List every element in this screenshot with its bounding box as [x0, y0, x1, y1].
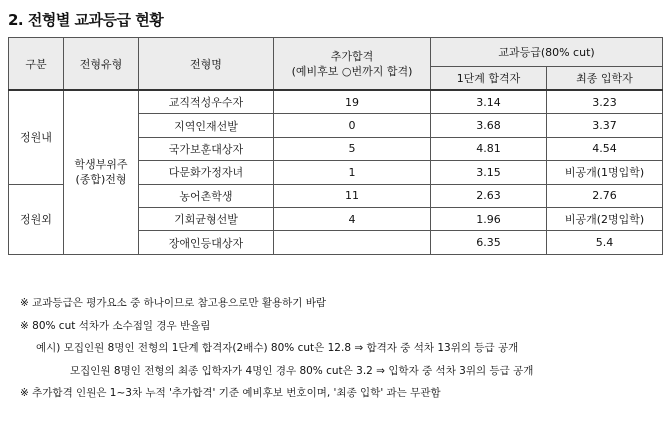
row-stage1: 2.63 — [431, 184, 547, 207]
row-stage1: 6.35 — [431, 231, 547, 254]
row-additional — [274, 231, 431, 254]
row-final: 비공개(2명입학) — [547, 207, 663, 230]
row-name: 다문화가정자녀 — [139, 161, 274, 184]
row-final: 3.23 — [547, 90, 663, 114]
row-final: 2.76 — [547, 184, 663, 207]
row-additional: 11 — [274, 184, 431, 207]
note-example: 예시) 모집인원 8명인 전형의 1단계 합격자(2배수) 80% cut은 12.8 ⇒ 합격자 중 석차 13위의 등급 공개 — [36, 342, 519, 354]
row-stage1: 4.81 — [431, 137, 547, 160]
row-name: 농어촌학생 — [139, 184, 274, 207]
header-additional-line1: 추가합격 — [330, 49, 374, 63]
grade-table — [8, 37, 663, 255]
type-line1: 학생부위주 — [74, 158, 128, 172]
type-line2: (종합)전형 — [75, 173, 127, 187]
row-final: 3.37 — [547, 114, 663, 137]
type-cell — [64, 90, 139, 254]
table-row — [9, 90, 663, 114]
header-grade-group: 교과등급(80% cut) — [431, 38, 663, 67]
header-stage1: 1단계 합격자 — [431, 67, 547, 91]
row-final: 5.4 — [547, 231, 663, 254]
row-stage1: 3.15 — [431, 161, 547, 184]
header-final: 최종 입학자 — [547, 67, 663, 91]
row-additional: 5 — [274, 137, 431, 160]
row-name: 교직적성우수자 — [139, 90, 274, 114]
row-name: 장애인등대상자 — [139, 231, 274, 254]
row-final: 비공개(1명입학) — [547, 161, 663, 184]
page-title: 2. 전형별 교과등급 현황 — [8, 11, 164, 29]
note-item: ※ 추가합격 인원은 1~3차 누적 '추가합격' 기준 예비후보 번호이며, '최종 입학' 과는 무관함 — [20, 387, 441, 399]
row-name: 지역인재선발 — [139, 114, 274, 137]
row-additional: 1 — [274, 161, 431, 184]
row-additional: 4 — [274, 207, 431, 230]
row-name: 기회균형선발 — [139, 207, 274, 230]
row-final: 4.54 — [547, 137, 663, 160]
row-name: 국가보훈대상자 — [139, 137, 274, 160]
header-category: 구분 — [9, 38, 64, 91]
group-in-quota: 정원내 — [9, 90, 64, 184]
row-stage1: 3.14 — [431, 90, 547, 114]
header-additional-line2: (예비후보 ○번까지 합격) — [291, 64, 413, 78]
row-stage1: 1.96 — [431, 207, 547, 230]
note-item: ※ 교과등급은 평가요소 중 하나이므로 참고용으로만 활용하기 바람 — [20, 297, 327, 309]
note-item: ※ 80% cut 석차가 소수점일 경우 반올림 — [20, 319, 211, 332]
row-additional: 0 — [274, 114, 431, 137]
header-name: 전형명 — [139, 38, 274, 91]
group-out-quota: 정원외 — [9, 184, 64, 254]
row-additional: 19 — [274, 90, 431, 114]
notes — [20, 292, 533, 405]
header-additional — [274, 38, 431, 91]
header-type: 전형유형 — [64, 38, 139, 91]
note-example: 모집인원 8명인 전형의 최종 입학자가 4명인 경우 80% cut은 3.2 ⇒ 입학자 중 석차 3위의 등급 공개 — [70, 364, 534, 377]
row-stage1: 3.68 — [431, 114, 547, 137]
